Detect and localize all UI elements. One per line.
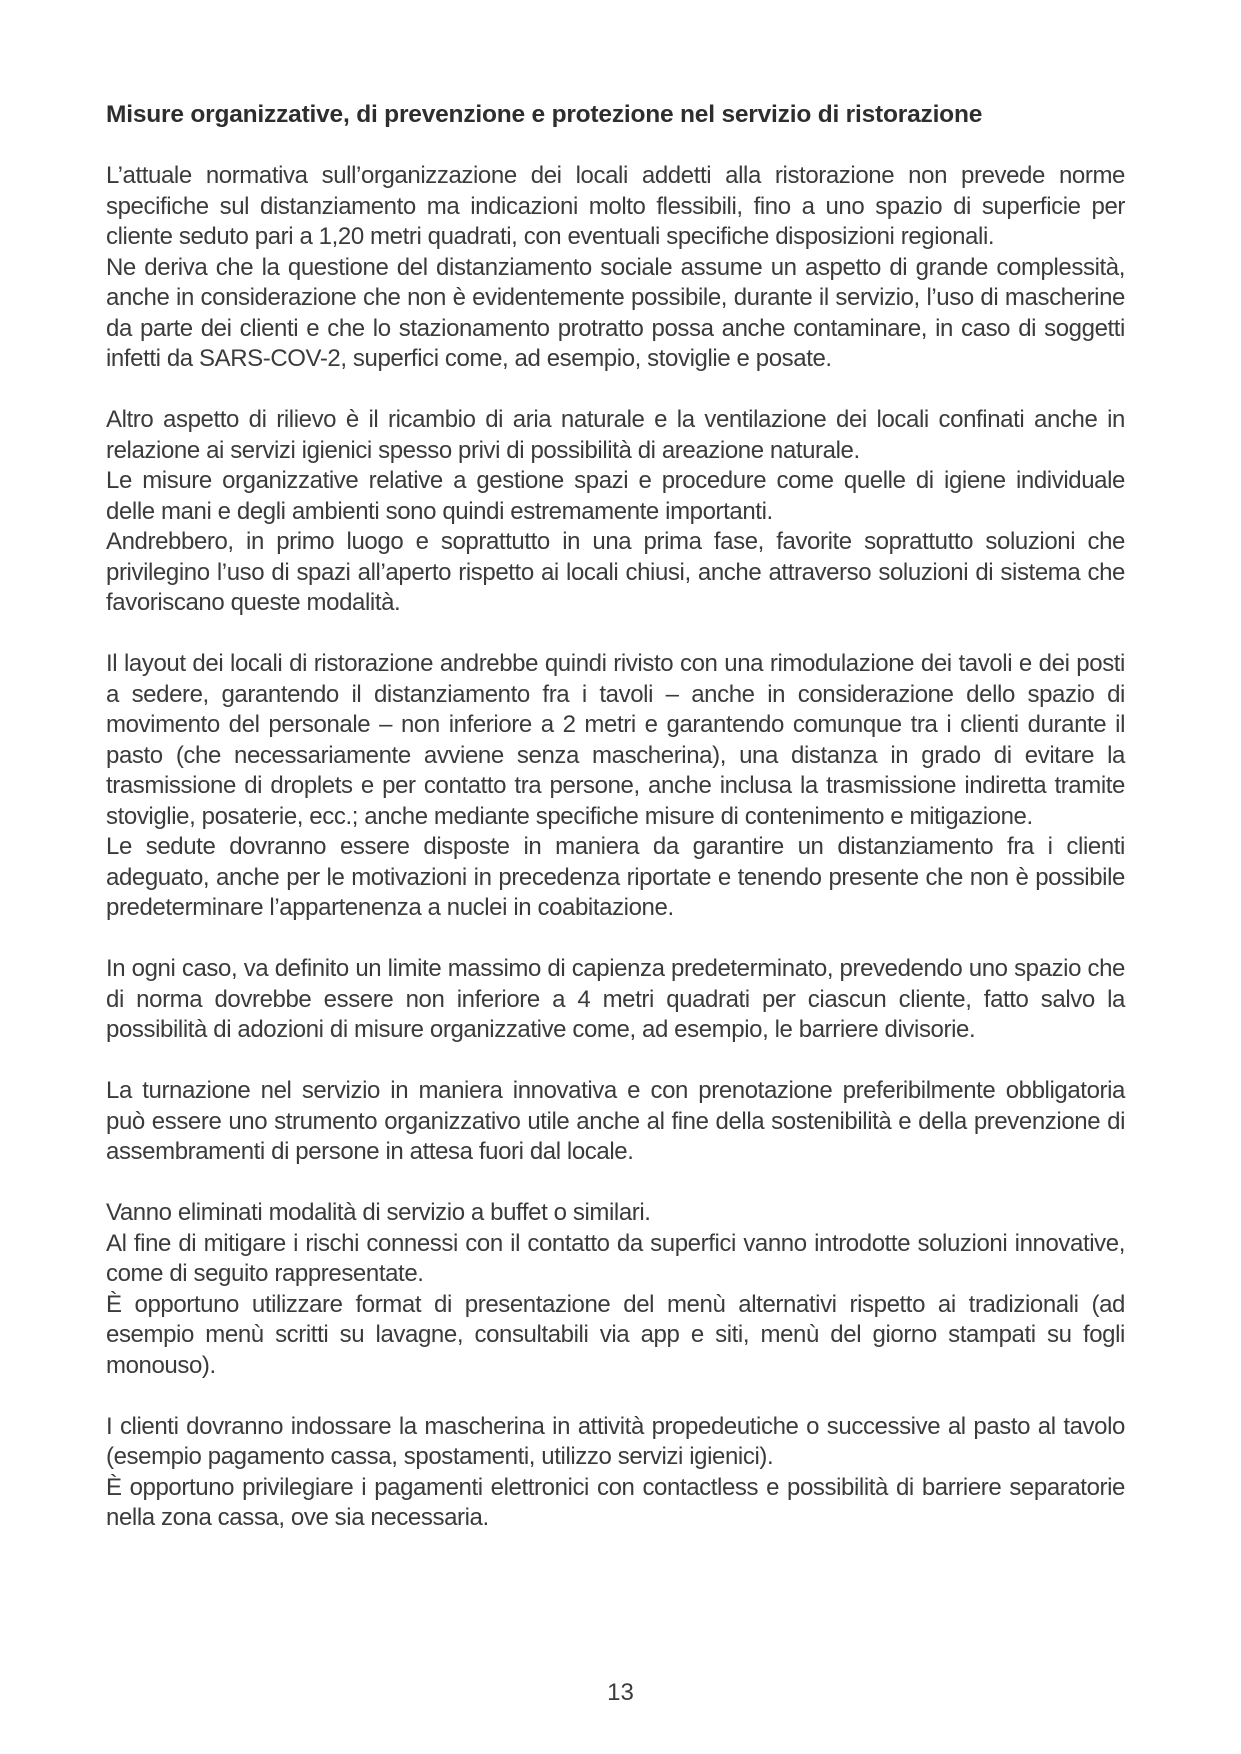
paragraph: Ne deriva che la questione del distanziamento sociale assume un aspetto di grande complessità, anche in considerazione che non è evidentemente possibile, durante il servizio, l’uso di mascherine da parte dei clienti e che lo stazionamento protratto possa anche contaminare, in caso di soggetti infetti da SARS-COV-2, superfici come, ad esempio, stoviglie e posate. <box>106 253 1125 372</box>
text-block <box>106 161 1125 375</box>
text-block <box>106 1412 1125 1534</box>
paragraph: È opportuno privilegiare i pagamenti elettronici con contactless e possibilità di barriere separatorie nella zona cassa, ove sia necessaria. <box>106 1473 1125 1531</box>
paragraph: Il layout dei locali di ristorazione andrebbe quindi rivisto con una rimodulazione dei tavoli e dei posti a sedere, garantendo il distanziamento fra i tavoli – anche in considerazione dello spazio di movimento del personale – non inferiore a 2 metri e garantendo comunque tra i clienti durante il pasto (che necessariamente avviene senza mascherina), una distanza in grado di evitare la trasmissione di droplets e per contatto tra persone, anche inclusa la trasmissione indiretta tramite stoviglie, posaterie, ecc.; anche mediante specifiche misure di contenimento e mitigazione. <box>106 650 1125 830</box>
paragraph: L’attuale normativa sull’organizzazione dei locali addetti alla ristorazione non prevede norme specifiche sul distanziamento ma indicazioni molto flessibili, fino a uno spazio di superficie per cliente seduto pari a 1,20 metri quadrati, con eventuali specifiche disposizioni regionali. <box>106 162 1125 250</box>
paragraph: Al fine di mitigare i rischi connessi con il contatto da superfici vanno introdotte soluzioni innovative, come di seguito rappresentate. <box>106 1229 1125 1287</box>
paragraph: Le sedute dovranno essere disposte in maniera da garantire un distanziamento fra i clienti adeguato, anche per le motivazioni in precedenza riportate e tenendo presente che non è possibile predeterminare l’appartenenza a nuclei in coabitazione. <box>106 833 1125 921</box>
document-body <box>106 161 1125 1534</box>
paragraph: In ogni caso, va definito un limite massimo di capienza predeterminato, prevedendo uno spazio che di norma dovrebbe essere non inferiore a 4 metri quadrati per ciascun cliente, fatto salvo la possibilità di adozioni di misure organizzative come, ad esempio, le barriere divisorie. <box>106 955 1125 1043</box>
page-number: 13 <box>607 1679 634 1706</box>
paragraph: Vanno eliminati modalità di servizio a buffet o similari. <box>106 1199 651 1226</box>
document-title: Misure organizzative, di prevenzione e protezione nel servizio di ristorazione <box>106 101 983 128</box>
text-block <box>106 649 1125 924</box>
text-block <box>106 405 1125 619</box>
paragraph: Andrebbero, in primo luogo e soprattutto in una prima fase, favorite soprattutto soluzioni che privilegino l’uso di spazi all’aperto rispetto ai locali chiusi, anche attraverso soluzioni di sistema che favoriscano queste modalità. <box>106 528 1125 616</box>
paragraph: La turnazione nel servizio in maniera innovativa e con prenotazione preferibilmente obbligatoria può essere uno strumento organizzativo utile anche al fine della sostenibilità e della prevenzione di assembramenti di persone in attesa fuori dal locale. <box>106 1077 1125 1165</box>
text-block <box>106 1076 1125 1168</box>
paragraph: Altro aspetto di rilievo è il ricambio di aria naturale e la ventilazione dei locali confinati anche in relazione ai servizi igienici spesso privi di possibilità di areazione naturale. <box>106 406 1125 464</box>
text-block <box>106 1198 1125 1381</box>
paragraph: Le misure organizzative relative a gestione spazi e procedure come quelle di igiene individuale delle mani e degli ambienti sono quindi estremamente importanti. <box>106 467 1125 525</box>
paragraph: I clienti dovranno indossare la mascherina in attività propedeutiche o successive al pasto al tavolo (esempio pagamento cassa, spostamenti, utilizzo servizi igienici). <box>106 1412 1125 1470</box>
paragraph: È opportuno utilizzare format di presentazione del menù alternativi rispetto ai tradizionali (ad esempio menù scritti su lavagne, consultabili via app e siti, menù del giorno stampati su fogli monouso). <box>106 1290 1125 1379</box>
text-block <box>106 954 1125 1046</box>
page-content <box>106 100 1125 1534</box>
